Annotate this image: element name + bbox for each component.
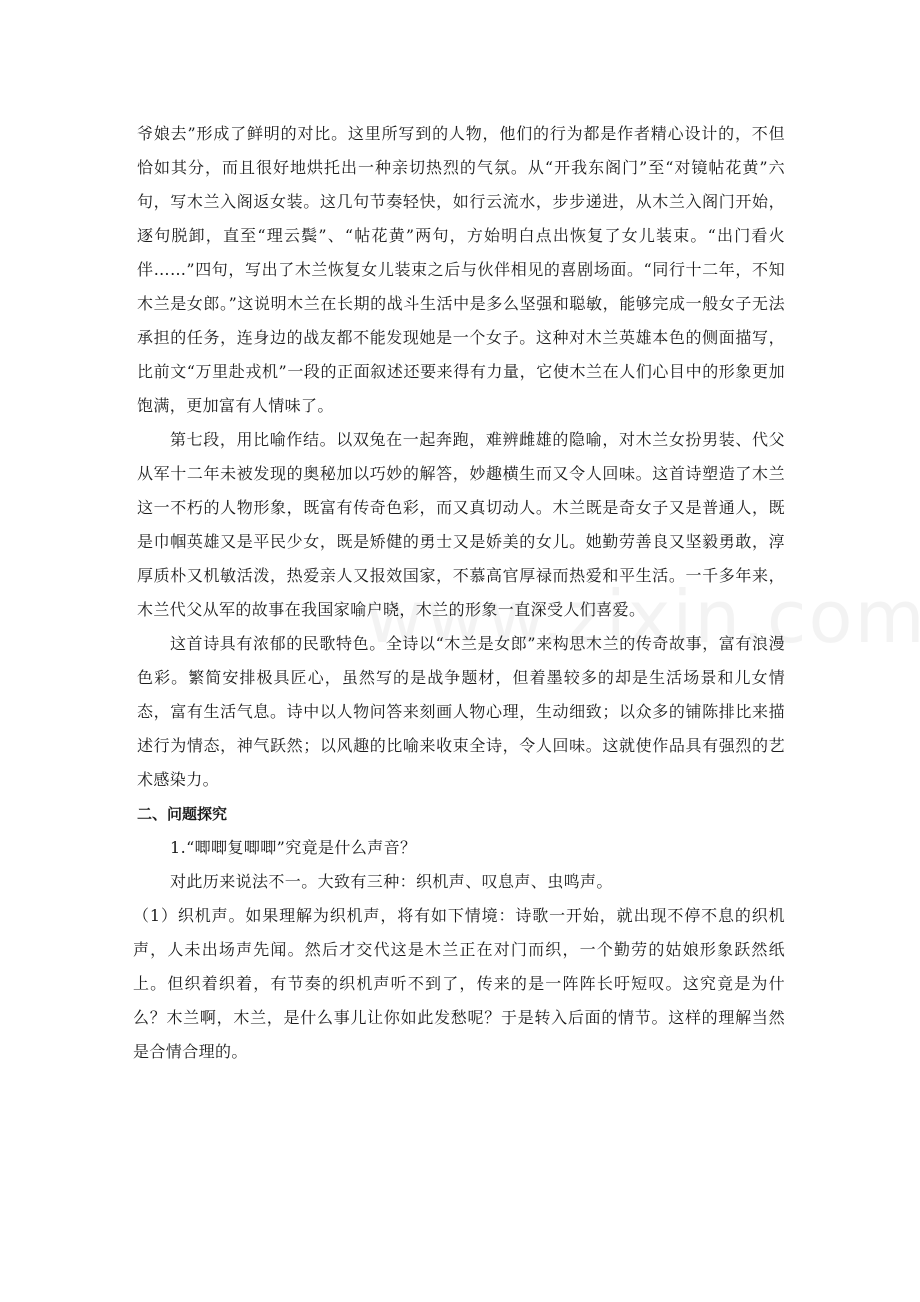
section-heading: 二、问题探究 xyxy=(137,805,228,823)
answer-intro: 对此历来说法不一。大致有三种：织机声、叹息声、虫鸣声。 xyxy=(170,872,613,891)
paragraph-continuation: 爷娘去”形成了鲜明的对比。这里所写到的人物，他们的行为都是作者精心设计的，不但恰如其分，而且很好地烘托出一种亲切热烈的气氛。从“开我东阁门”至“对镜帖花黄”六句，写木兰入阁返女装。这几句节奏轻快，如行云流水，步步递进，从木兰入阁门开始，逐句脱卸，直至“理云鬓”、“帖花黄”两句，方始明白点出恢复了女儿装束。“出门看火伴……”四句，写出了木兰恢复女儿装束之后与伙伴相见的喜剧场面。“同行十二年，不知木兰是女郎。”这说明木兰在长期的战斗生活中是多么坚强和聪敏，能够完成一般女子无法承担的任务，连身边的战友都不能发现她是一个女子。这种对木兰英雄本色的侧面描写，比前文“万里赴戎机”一段的正面叙述还要来得有力量，它使木兰在人们心目中的形象更加饱满，更加富有人情味了。 xyxy=(137,124,785,415)
paragraph-folk-song-features: 这首诗具有浓郁的民歌特色。全诗以“木兰是女郎”来构思木兰的传奇故事，富有浪漫色彩。繁简安排极具匠心，虽然写的是战争题材，但着墨较多的却是生活场景和儿女情态，富有生活气息。诗中以人物问答来刻画人物心理，生动细致；以众多的铺陈排比来描述行为情态，神气跃然；以风趣的比喻来收束全诗，令人回味。这就使作品具有强烈的艺术感染力。 xyxy=(137,634,785,789)
question-one: 1.“唧唧复唧唧”究竟是什么声音？ xyxy=(170,838,417,857)
document-page xyxy=(133,117,785,1069)
paragraph-section-seven: 第七段，用比喻作结。以双兔在一起奔跑，难辨雌雄的隐喻，对木兰女扮男装、代父从军十二年未被发现的奥秘加以巧妙的解答，妙趣横生而又令人回味。这首诗塑造了木兰这一不朽的人物形象，既富有传奇色彩，而又真切动人。木兰既是奇女子又是普通人，既是巾帼英雄又是平民少女，既是矫健的勇士又是娇美的女儿。她勤劳善良又坚毅勇敢，淳厚质朴又机敏活泼，热爱亲人又报效国家，不慕高官厚禄而热爱和平生活。一千多年来，木兰代父从军的故事在我国家喻户晓，木兰的形象一直深受人们喜爱。 xyxy=(137,430,785,619)
list-item-loom-sound: （1）织机声。如果理解为织机声，将有如下情境：诗歌一开始，就出现不停不息的织机声，人未出场声先闻。然后才交代这是木兰正在对门而织，一个勤劳的姑娘形象跃然纸上。但织着织着，有节奏的织机声听不到了，传来的是一阵阵长吁短叹。这究竟是为什么？木兰啊，木兰，是什么事儿让你如此发愁呢？于是转入后面的情节。这样的理解当然是合情合理的。 xyxy=(133,906,785,1061)
